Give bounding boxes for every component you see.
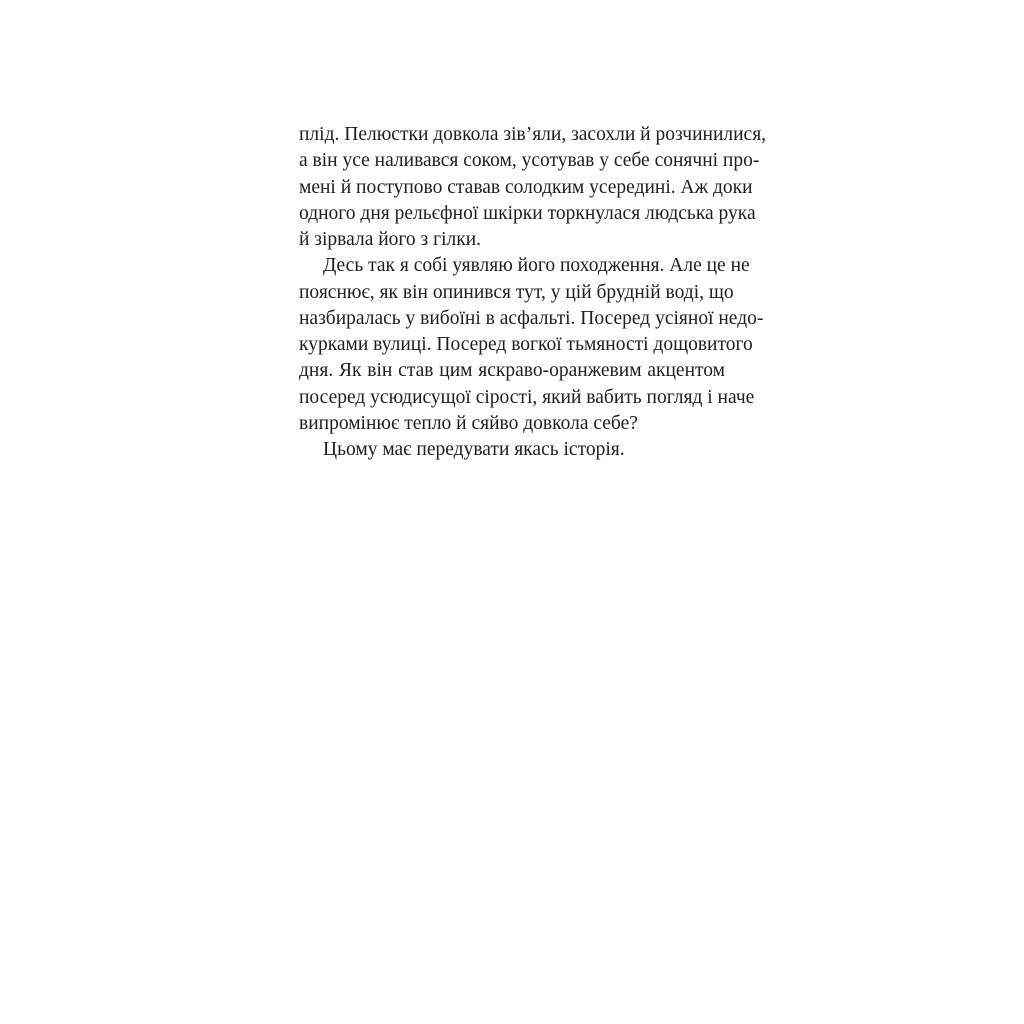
text-line: випромінює тепло й сяйво довкола себе? bbox=[299, 412, 638, 434]
text-line: дня. Як він став цим яскраво-оранжевим акцентом bbox=[299, 360, 725, 382]
text-line: мені й поступово ставав солодким усередині. Аж доки bbox=[299, 176, 753, 198]
text-line: а він усе наливався соком, усотував у себе сонячні про- bbox=[299, 150, 760, 172]
text-line: Десь так я собі уявляю його походження. Але це не bbox=[323, 255, 750, 277]
text-line: й зірвала його з гілки. bbox=[299, 229, 482, 250]
text-line: Цьому має передувати якась історія. bbox=[323, 439, 625, 460]
text-line: назбиралась у вибоїні в асфальті. Посеред усіяної недо- bbox=[299, 307, 764, 329]
text-line: плід. Пелюстки довкола зів’яли, засохли й розчинилися, bbox=[299, 124, 767, 145]
text-line: курками вулиці. Посеред вогкої тьмяності дощовитого bbox=[299, 334, 753, 355]
text-line: посеред усюдисущої сірості, який вабить погляд і наче bbox=[299, 386, 755, 408]
text-line: пояснює, як він опинився тут, у цій брудній воді, що bbox=[299, 281, 734, 303]
text-line: одного дня рельєфної шкірки торкнулася людська рука bbox=[299, 202, 756, 224]
body-text bbox=[299, 122, 767, 463]
